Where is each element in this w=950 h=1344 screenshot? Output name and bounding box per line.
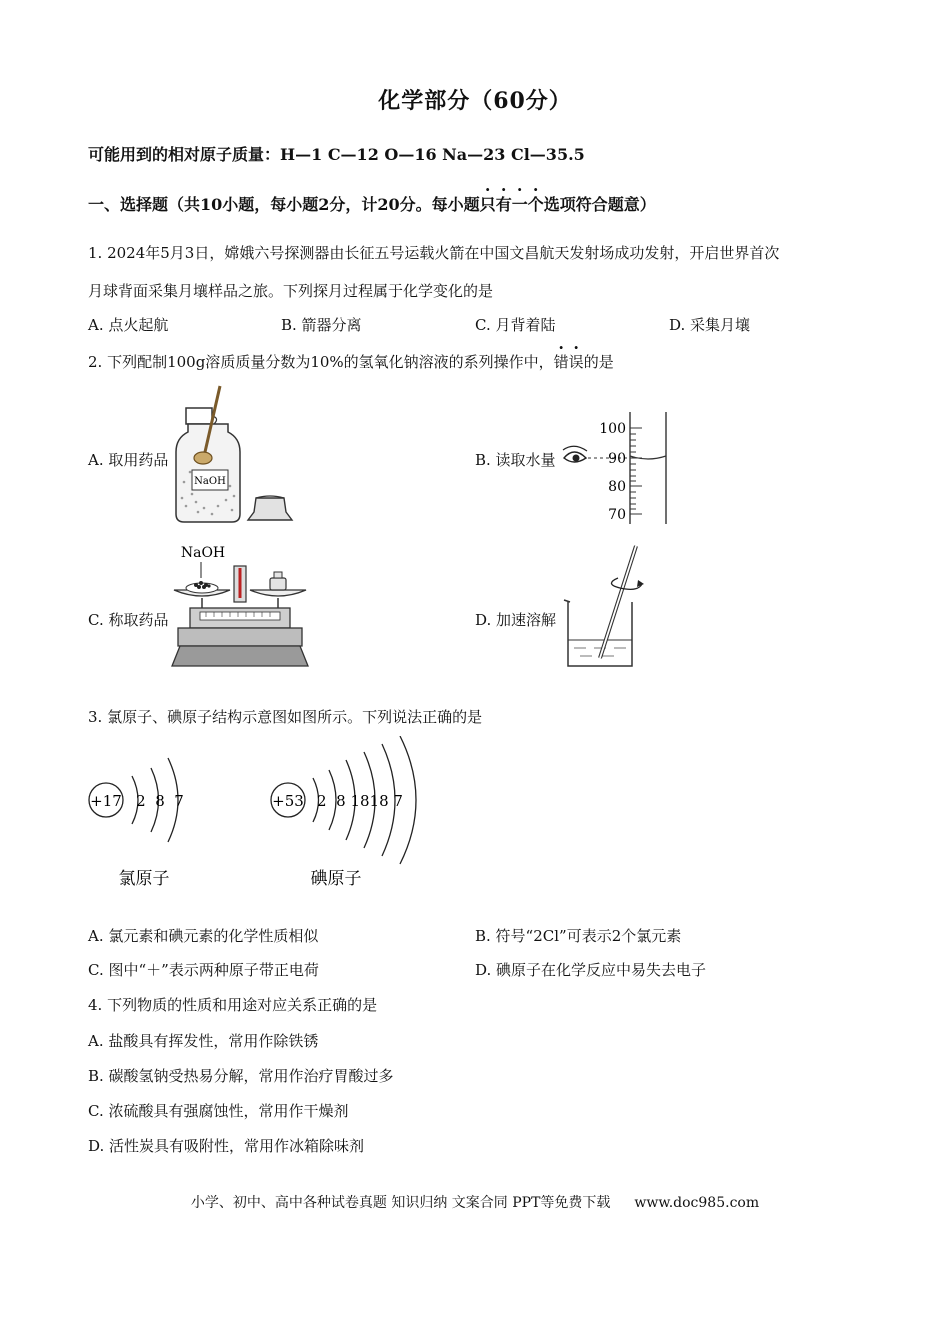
- atom-structure-diagram: [84, 736, 424, 896]
- bottle-label-text: NaOH: [194, 476, 226, 487]
- q4-stem: 4. 下列物质的性质和用途对应关系正确的是: [88, 996, 378, 1014]
- cl-nucleus: +17: [90, 792, 122, 810]
- q2-option-d[interactable]: D. 加速溶解: [475, 611, 557, 629]
- tick-label: 90: [608, 451, 626, 467]
- q4-option-b[interactable]: B. 碳酸氢钠受热易分解，常用作治疗胃酸过多: [88, 1067, 394, 1085]
- i-name: 碘原子: [310, 869, 362, 889]
- q3-stem: 3. 氯原子、碘原子结构示意图如图所示。下列说法正确的是: [88, 708, 483, 726]
- emphasis-char: 误: [568, 353, 584, 371]
- section-heading-pre: 一、选择题（共10小题，每小题2分，计20分。每小题: [88, 195, 480, 214]
- i-electrons: 2 8 1818 7: [317, 792, 403, 810]
- tick-label: 80: [608, 479, 626, 495]
- q1-option-c[interactable]: C. 月背着陆: [475, 316, 556, 334]
- q2-stem-emph: [554, 353, 584, 371]
- i-nucleus: +53: [272, 792, 304, 810]
- tick-label: 70: [608, 507, 626, 523]
- q3-option-d[interactable]: D. 碘原子在化学反应中易失去电子: [475, 961, 707, 979]
- cl-electrons: 2 8 7: [136, 792, 184, 810]
- emphasis-char: 错: [553, 353, 569, 371]
- q3-option-a[interactable]: A. 氯元素和碘元素的化学性质相似: [88, 927, 319, 945]
- q2-stem-post: 的是: [583, 353, 614, 371]
- balance-label-text: NaOH: [180, 545, 226, 561]
- q1-option-a[interactable]: A. 点火起航: [88, 316, 169, 334]
- footer-text: 小学、初中、高中各种试卷真题 知识归纳 文案合同 PPT等免费下载: [190, 1195, 611, 1211]
- section-heading-post: 选项符合题意）: [543, 195, 656, 214]
- q2-stem: [88, 351, 614, 372]
- eye-icon: [563, 446, 587, 462]
- emphasis-char: 有: [495, 195, 512, 214]
- q1-stem-line1: 1. 2024年5月3日，嫦娥六号探测器由长征五号运载火箭在中国文昌航天发射场成功发射，开启世界首次: [88, 244, 780, 262]
- section-heading: [88, 192, 656, 215]
- q3-option-b[interactable]: B. 符号“2Cl”可表示2个氯元素: [475, 927, 682, 945]
- cl-name: 氯原子: [118, 869, 170, 889]
- q4-option-d[interactable]: D. 活性炭具有吸附性，常用作冰箱除味剂: [88, 1137, 365, 1155]
- q2-option-c[interactable]: C. 称取药品: [88, 611, 169, 629]
- footer-url[interactable]: www.doc985.com: [634, 1195, 760, 1211]
- emphasis-char: 个: [527, 195, 544, 214]
- q1-option-b[interactable]: B. 箭器分离: [281, 316, 362, 334]
- q2-option-b[interactable]: B. 读取水量: [475, 451, 556, 469]
- page-title: 化学部分（60分）: [378, 88, 572, 114]
- reagent-bottle-figure: [172, 382, 302, 527]
- q3-option-c[interactable]: C. 图中“＋”表示两种原子带正电荷: [88, 961, 319, 979]
- q1-option-d[interactable]: D. 采集月壤: [669, 316, 751, 334]
- q2-option-a[interactable]: A. 取用药品: [88, 451, 169, 469]
- chlorine-atom: [89, 758, 184, 889]
- emphasis-char: 一: [511, 195, 528, 214]
- iodine-atom: [271, 736, 416, 889]
- page-footer: [0, 1192, 950, 1212]
- atomic-mass-line: 可能用到的相对原子质量：H—1 C—12 O—16 Na—23 Cl—35.5: [88, 145, 585, 164]
- balance-figure: [170, 540, 310, 670]
- emphasis-char: 只: [479, 195, 496, 214]
- measuring-cylinder-figure: [560, 406, 680, 531]
- tick-label: 100: [599, 421, 626, 437]
- q1-stem-line2: 月球背面采集月壤样品之旅。下列探月过程属于化学变化的是: [88, 282, 494, 300]
- beaker-figure: [560, 540, 660, 670]
- q4-option-a[interactable]: A. 盐酸具有挥发性，常用作除铁锈: [88, 1032, 319, 1050]
- section-heading-emph: [480, 195, 544, 214]
- q4-option-c[interactable]: C. 浓硫酸具有强腐蚀性，常用作干燥剂: [88, 1102, 349, 1120]
- q2-stem-pre: 2. 下列配制100g溶质质量分数为10%的氢氧化钠溶液的系列操作中，: [88, 353, 554, 371]
